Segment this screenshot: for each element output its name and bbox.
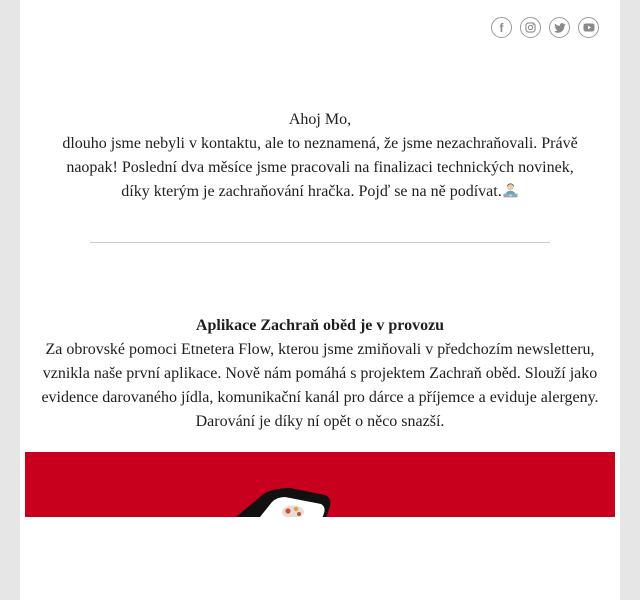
social-links xyxy=(491,17,599,38)
phone-mockup-illustration xyxy=(25,452,615,517)
app-promo-banner[interactable] xyxy=(25,452,615,517)
intro-line-3: díky kterým je zachraňování hračka. Pojď se na ně podívat. xyxy=(121,183,502,200)
facebook-link[interactable] xyxy=(491,17,512,38)
article-line-2: vznikla naše první aplikace. Nově nám pomáhá s projektem Zachraň oběd. Slouží jako xyxy=(42,365,598,382)
article-line-4: Darování je díky ní opět o něco snazší. xyxy=(195,413,445,430)
youtube-icon xyxy=(583,23,595,32)
instagram-icon xyxy=(525,22,536,33)
article-line-1: Za obrovské pomoci Etnetera Flow, kterou jsme zmiňovali v předchozím newsletteru, xyxy=(45,341,595,358)
article-title: Aplikace Zachraň oběd je v provozu xyxy=(195,317,445,334)
email-container xyxy=(20,0,620,600)
greeting-line: Ahoj Mo, xyxy=(288,111,352,128)
article-line-3: evidence darovaného jídla, komunikační kanál pro dárce a příjemce a eviduje alergeny. xyxy=(41,389,599,406)
instagram-link[interactable] xyxy=(520,17,541,38)
youtube-link[interactable] xyxy=(578,17,599,38)
facebook-icon: f xyxy=(499,20,504,35)
intro-line-3-wrap xyxy=(50,180,590,204)
intro-line-1: dlouho jsme nebyli v kontaktu, ale to neznamená, že jsme nezachraňovali. Právě xyxy=(62,135,578,152)
twitter-link[interactable] xyxy=(549,17,570,38)
intro-text xyxy=(50,108,590,204)
twitter-icon xyxy=(554,23,566,33)
article-section xyxy=(36,314,604,434)
intro-line-2: naopak! Poslední dva měsíce jsme pracovali na finalizaci technických novinek, xyxy=(66,159,574,176)
section-divider xyxy=(90,242,550,243)
person-at-laptop-emoji-icon xyxy=(502,182,519,199)
